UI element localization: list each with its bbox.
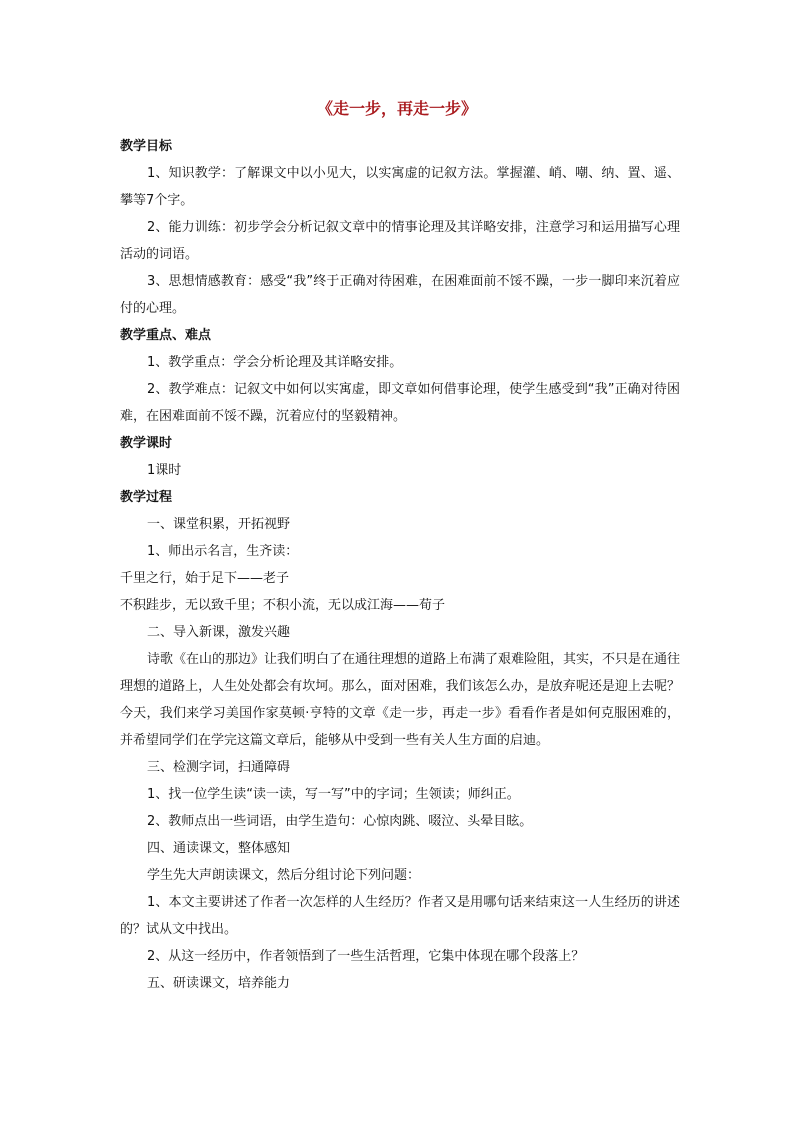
process-step-4-2: 2、从这一经历中，作者领悟到了一些生活哲理，它集中体现在哪个段落上？ [147, 949, 585, 964]
process-step-1-1: 1、师出示名言，生齐读： [147, 544, 299, 559]
process-step-3: 三、检测字词，扫通障碍 [147, 760, 291, 775]
process-step-3-1: 1、找一位学生读“读一读，写一写”中的字词；生领读；师纠正。 [147, 787, 520, 802]
document-body [120, 133, 680, 997]
quote-laozi: 千里之行，始于足下——老子 [120, 571, 290, 586]
document-title: 《走一步，再走一步》 [316, 99, 477, 118]
process-step-1: 一、课堂积累，开拓视野 [147, 517, 291, 532]
heading-objectives: 教学目标 [120, 139, 173, 154]
hours-value: 1课时 [147, 463, 182, 478]
objective-item-3: 3、思想情感教育：感受“我”终于正确对待困难，在困难面前不馁不躁，一步一脚印来沉着应付的心理。 [120, 274, 680, 316]
quote-xunzi: 不积跬步，无以致千里；不积小流，无以成江海——荀子 [120, 598, 446, 613]
process-step-4-intro: 学生先大声朗读课文，然后分组讨论下列问题： [147, 868, 421, 883]
key-point-item-2: 2、教学难点：记叙文中如何以实寓虚，即文章如何借事论理，使学生感受到“我”正确对待困难，在困难面前不馁不躁，沉着应付的坚毅精神。 [120, 382, 680, 424]
process-step-4: 四、通读课文，整体感知 [147, 841, 291, 856]
objective-item-2: 2、能力训练：初步学会分析记叙文章中的情事论理及其详略安排，注意学习和运用描写心理活动的词语。 [120, 220, 680, 262]
heading-key-points: 教学重点、难点 [120, 328, 212, 343]
objective-item-1: 1、知识教学：了解课文中以小见大，以实寓虚的记叙方法。掌握灌、峭、嘲、纳、置、遥、攀等7个字。 [120, 166, 680, 208]
process-step-3-2: 2、教师点出一些词语，由学生造句：心惊肉跳、啜泣、头晕目眩。 [147, 814, 533, 829]
heading-hours: 教学课时 [120, 436, 173, 451]
key-point-item-1: 1、教学重点：学会分析论理及其详略安排。 [147, 355, 403, 370]
heading-process: 教学过程 [120, 490, 173, 505]
process-intro-paragraph: 诗歌《在山的那边》让我们明白了在通往理想的道路上布满了艰难险阻，其实，不只是在通往理想的道路上，人生处处都会有坎坷。那么，面对困难，我们该怎么办，是放弃呢还是迎上去呢？今天，我们来学习美国作家莫顿·亨特的文章《走一步，再走一步》看看作者是如何克服困难的，并希望同学们在学完这篇文章后，能够从中受到一些有关人生方面的启迪。 [120, 652, 681, 748]
process-step-2: 二、导入新课，激发兴趣 [147, 625, 291, 640]
process-step-5: 五、研读课文，培养能力 [147, 976, 291, 991]
process-step-4-1: 1、本文主要讲述了作者一次怎样的人生经历？作者又是用哪句话来结束这一人生经历的讲述的？试从文中找出。 [120, 895, 680, 937]
